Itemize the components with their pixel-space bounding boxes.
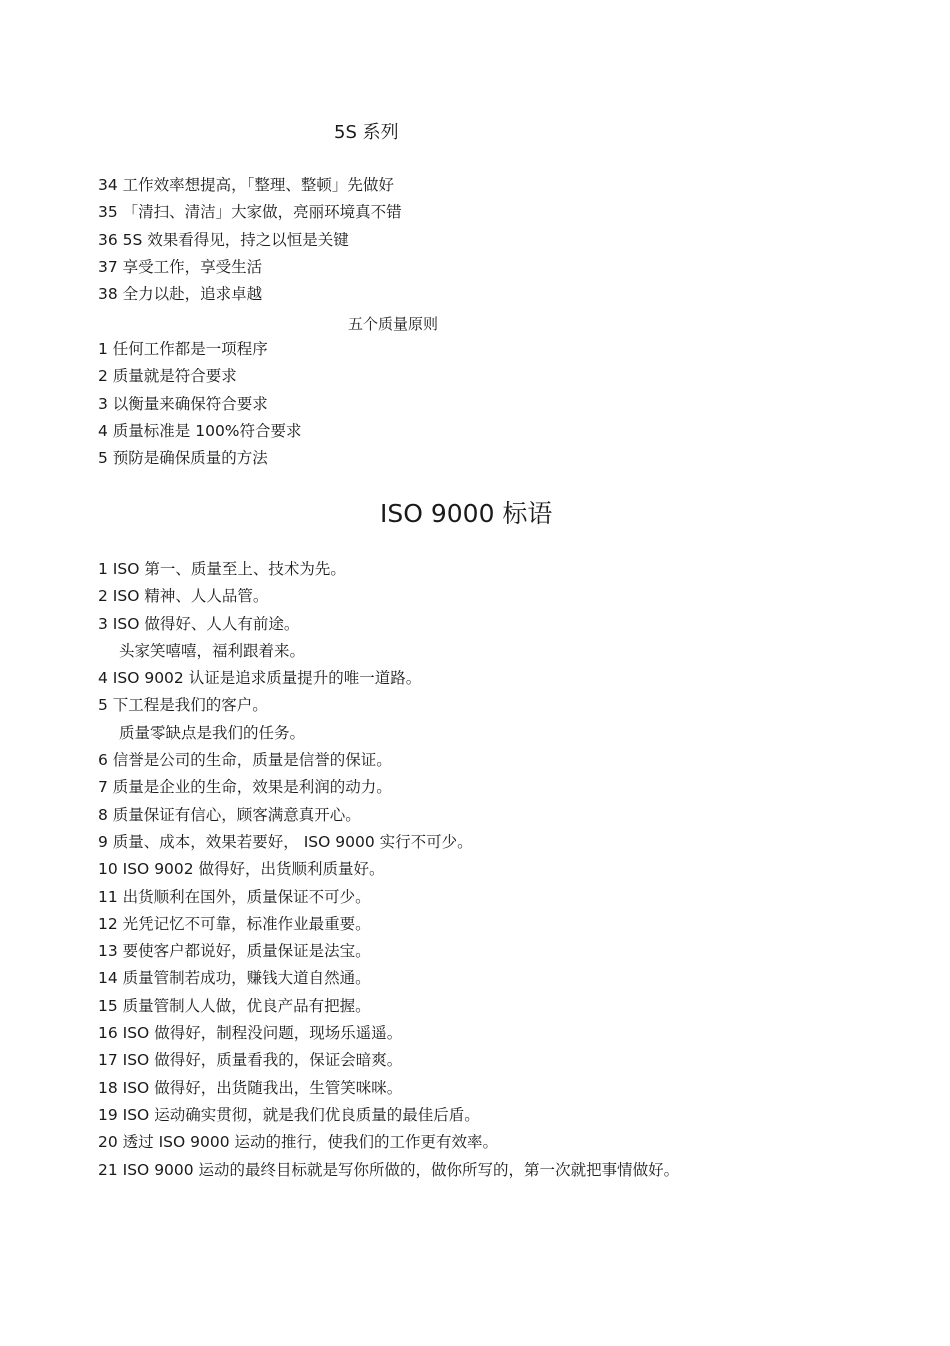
list-5s bbox=[98, 172, 402, 308]
list-item: 11 出货顺利在国外，质量保证不可少。 bbox=[98, 887, 371, 906]
list-item: 17 ISO 做得好，质量看我的，保证会暗爽。 bbox=[98, 1051, 403, 1070]
list-item: 15 质量管制人人做，优良产品有把握。 bbox=[98, 996, 371, 1015]
list-item: 34 工作效率想提高，「整理、整顿」先做好 bbox=[98, 176, 394, 194]
list-item: 1 任何工作都是一项程序 bbox=[98, 340, 268, 358]
list-item: 2 ISO 精神、人人品管。 bbox=[98, 587, 269, 606]
list-item: 2 质量就是符合要求 bbox=[98, 367, 237, 386]
list-item: 35 「清扫、清洁」大家做，亮丽环境真不错 bbox=[98, 203, 402, 222]
list-item: 4 质量标准是 100%符合要求 bbox=[98, 421, 302, 440]
list-item: 14 质量管制若成功，赚钱大道自然通。 bbox=[98, 969, 371, 988]
list-item: 13 要使客户都说好，质量保证是法宝。 bbox=[98, 942, 371, 961]
list-item: 36 5S 效果看得见，持之以恒是关键 bbox=[98, 230, 349, 249]
list-item: 16 ISO 做得好，制程没问题，现场乐遥遥。 bbox=[98, 1024, 403, 1043]
list-item: 1 ISO 第一、质量至上、技术为先。 bbox=[98, 560, 346, 578]
list-item: 9 质量、成本，效果若要好， ISO 9000 实行不可少。 bbox=[98, 832, 473, 851]
list-item: 19 ISO 运动确实贯彻，就是我们优良质量的最佳后盾。 bbox=[98, 1105, 480, 1124]
list-item: 4 ISO 9002 认证是追求质量提升的唯一道路。 bbox=[98, 669, 422, 688]
list-item: 18 ISO 做得好，出货随我出，生管笑咪咪。 bbox=[98, 1078, 403, 1097]
list-item: 6 信誉是公司的生命，质量是信誉的保证。 bbox=[98, 751, 392, 770]
list-item: 3 以衡量来确保符合要求 bbox=[98, 394, 268, 413]
list-item: 5 预防是确保质量的方法 bbox=[98, 449, 268, 468]
list-item: 3 ISO 做得好、人人有前途。 bbox=[98, 614, 300, 633]
list-quality-principles bbox=[98, 336, 302, 472]
list-item: 质量零缺点是我们的任务。 bbox=[119, 723, 306, 742]
list-item: 37 享受工作，享受生活 bbox=[98, 257, 263, 276]
section-title-iso-slogans: ISO 9000 标语 bbox=[380, 499, 553, 528]
list-item: 10 ISO 9002 做得好，出货顺利质量好。 bbox=[98, 860, 385, 879]
list-item: 38 全力以赴，追求卓越 bbox=[98, 285, 263, 304]
list-iso-slogans bbox=[98, 556, 679, 1184]
list-item: 21 ISO 9000 运动的最终目标就是写你所做的，做你所写的，第一次就把事情做好。 bbox=[98, 1160, 680, 1179]
list-item: 5 下工程是我们的客户。 bbox=[98, 696, 268, 715]
section-title-quality-principles: 五个质量原则 bbox=[348, 315, 439, 333]
list-item: 头家笑嘻嘻，福利跟着来。 bbox=[119, 641, 306, 660]
list-item: 20 透过 ISO 9000 运动的推行，使我们的工作更有效率。 bbox=[98, 1133, 498, 1152]
list-item: 8 质量保证有信心，顾客满意真开心。 bbox=[98, 805, 361, 824]
section-title-5s: 5S 系列 bbox=[334, 122, 399, 143]
list-item: 12 光凭记忆不可靠，标准作业最重要。 bbox=[98, 914, 371, 933]
list-item: 7 质量是企业的生命，效果是利润的动力。 bbox=[98, 778, 392, 797]
